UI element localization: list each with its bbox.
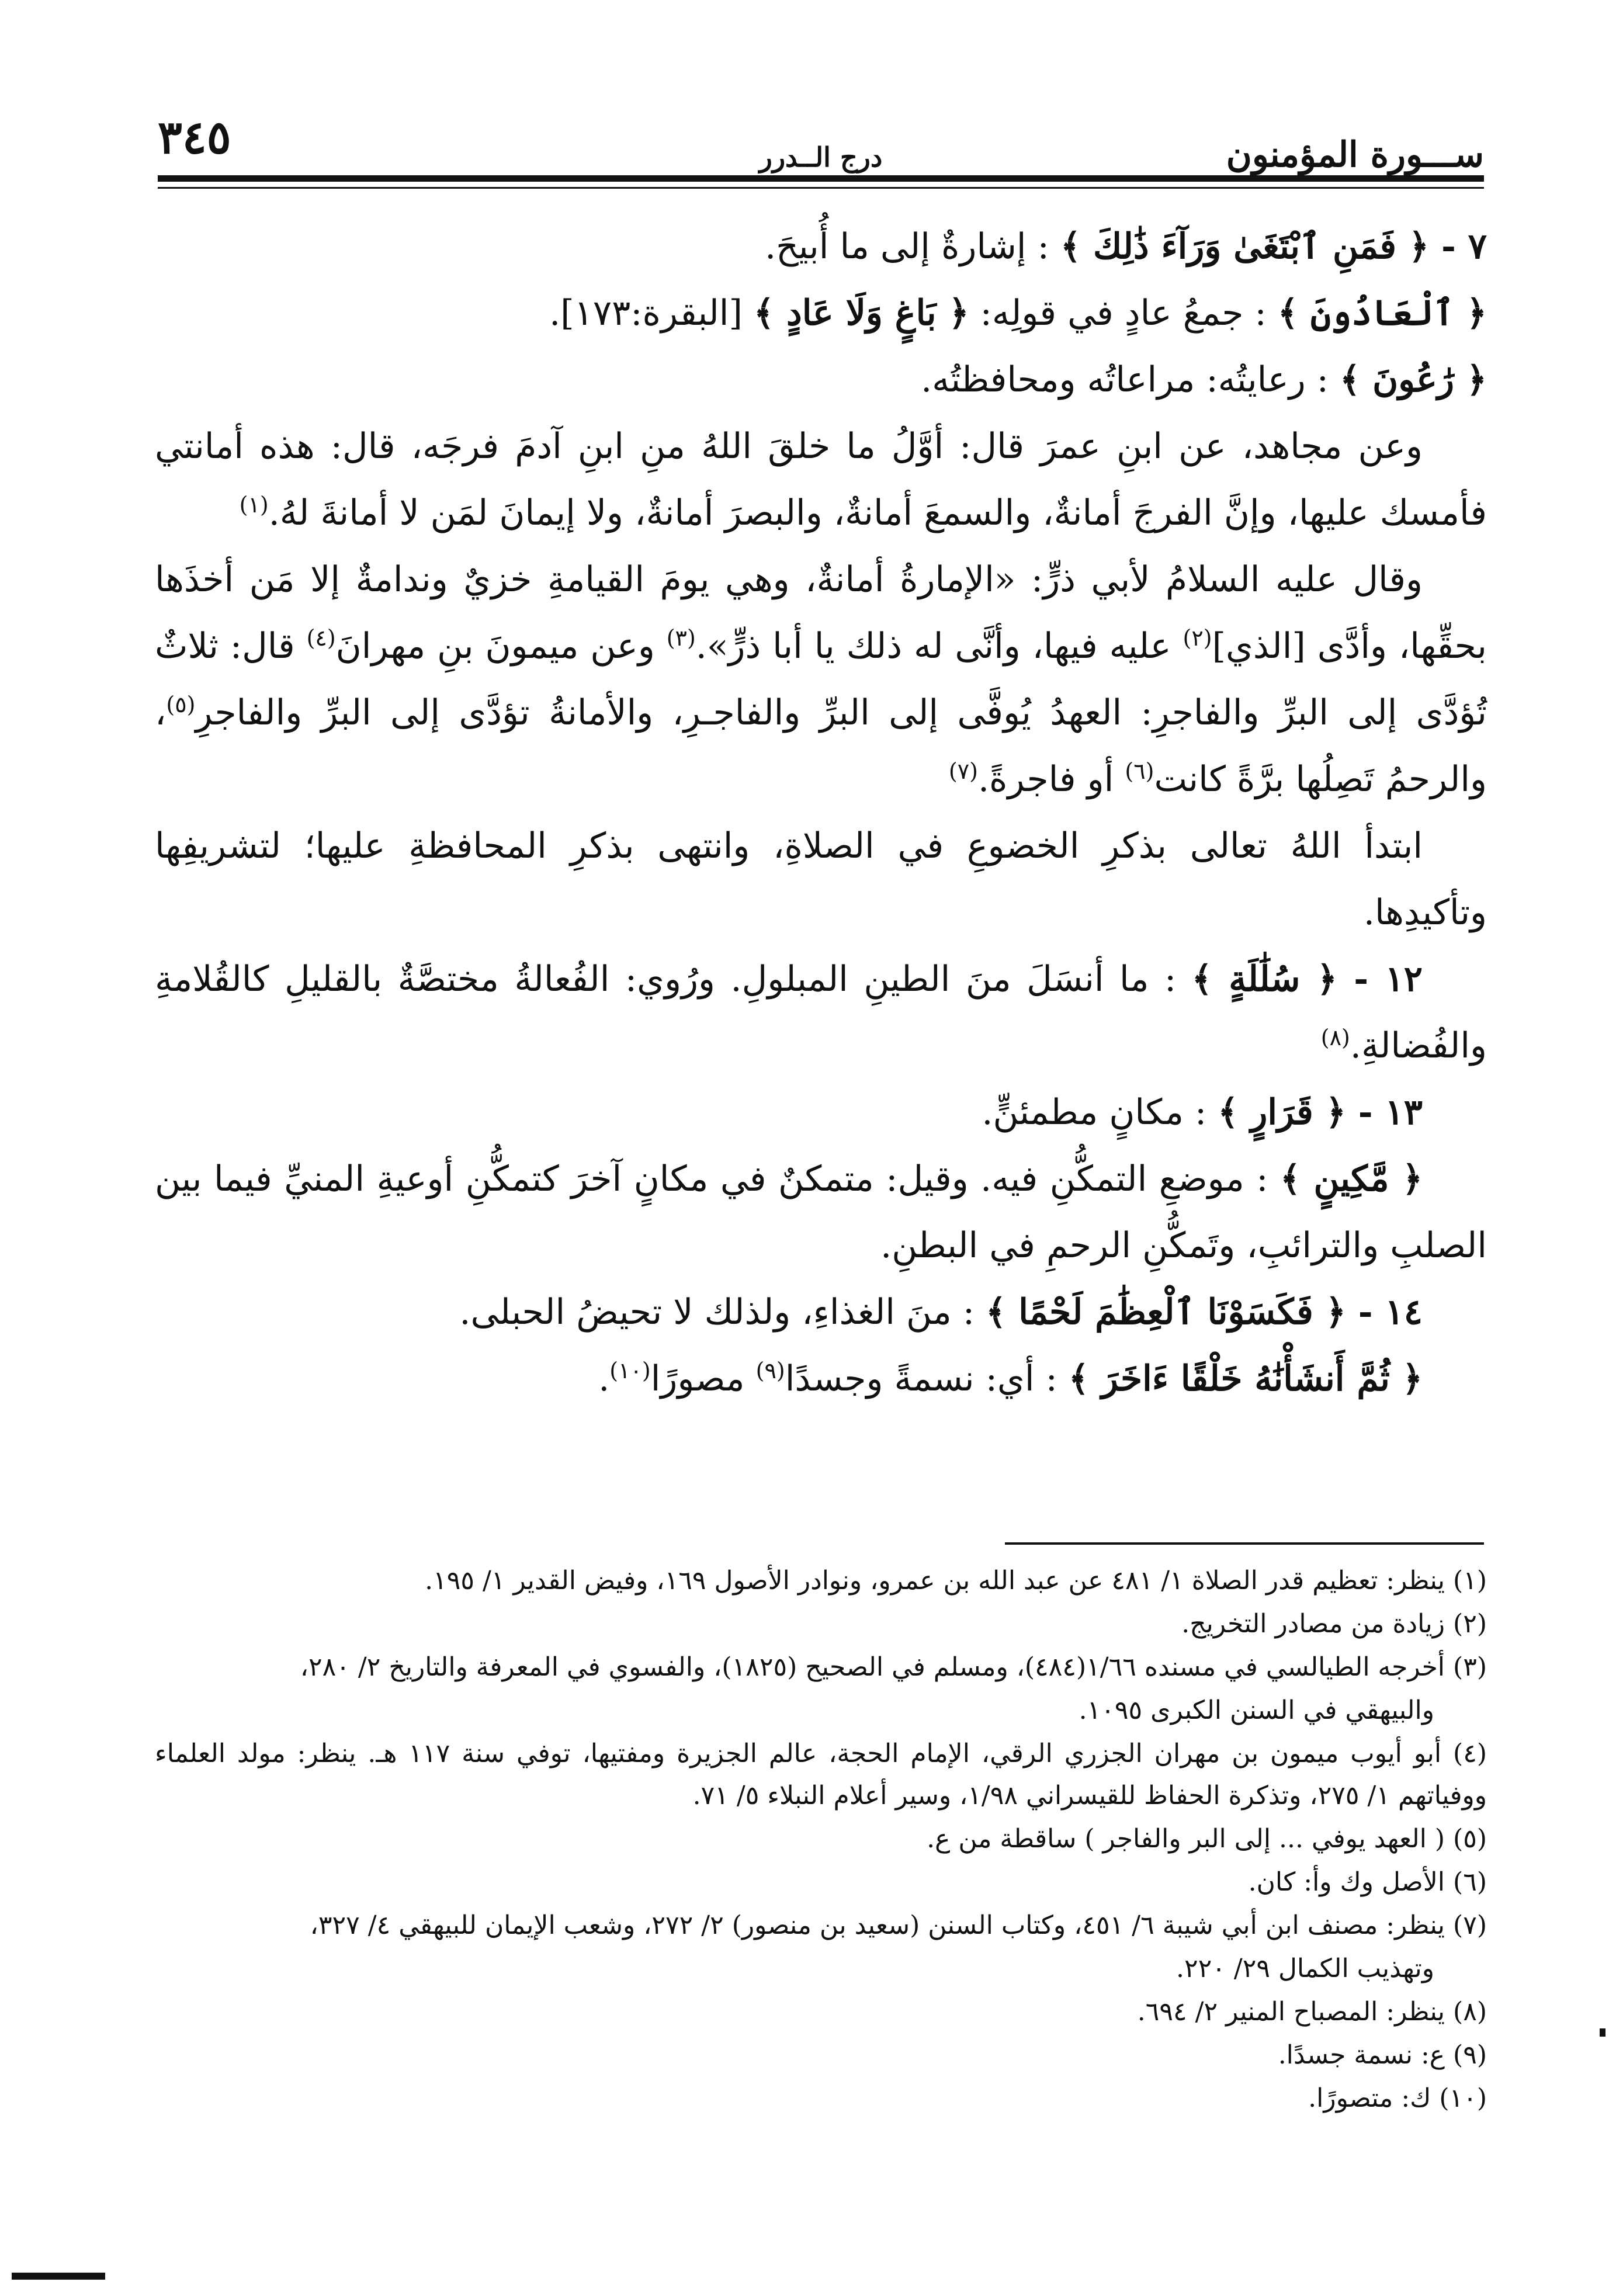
footnote: (٩) ع: نسمة جسدًا. xyxy=(1278,2040,1487,2070)
page-number: ٣٤٥ xyxy=(158,111,231,164)
paragraph xyxy=(155,1146,1487,1279)
paragraph xyxy=(155,413,1487,546)
footnote-marker: (٦) xyxy=(1125,758,1154,784)
commentary: : رعايتُه: مراعاتُه ومحافظتُه. xyxy=(921,359,1340,400)
paragraph xyxy=(155,946,1487,1079)
footnote-separator xyxy=(1005,1542,1484,1545)
commentary: : جمعُ عادٍ في قولِه: xyxy=(969,293,1278,334)
footnote: (٦) الأصل وك وأ: كان. xyxy=(1248,1867,1487,1897)
footnote: (٥) ( العهد يوفي ... إلى البر والفاجر ) ساقطة من ع. xyxy=(927,1824,1487,1854)
footnote-marker: (٧) xyxy=(948,758,978,784)
footnote: (٧) ينظر: مصنف ابن أبي شيبة ٦/ ٤٥١، وكتاب السنن (سعيد بن منصور) ٢/ ٢٧٢، وشعب الإيمان للبيهقي ٤/ ٣٢٧، xyxy=(310,1910,1487,1940)
commentary: . xyxy=(598,1358,610,1399)
footnote-marker: (٥) xyxy=(166,692,196,717)
footnote: (٨) ينظر: المصباح المنير ٢/ ٦٩٤. xyxy=(1137,1997,1487,2027)
commentary: عليه فيها، وأنَّى له ذلك يا أبا ذرٍّ». xyxy=(695,626,1183,667)
commentary: ابتدأ اللهُ تعالى بذكرِ الخضوعِ في الصلاةِ، وانتهى بذكرِ المحافظةِ عليها؛ لتشريفِها وتأكيدِها. xyxy=(155,826,1487,933)
commentary: : مكانٍ مطمئنٍّ. xyxy=(982,1092,1218,1133)
footnote-marker: (٣) xyxy=(666,625,696,651)
footnote-marker: (٩) xyxy=(755,1358,785,1383)
paragraph xyxy=(155,346,1487,413)
footnote: (١) ينظر: تعظيم قدر الصلاة ١/ ٤٨١ عن عبد الله بن عمرو، ونوادر الأصول ١٦٩، وفيض القدير ١/ ١٩٥. xyxy=(425,1566,1487,1596)
footnote: (٢) زيادة من مصادر التخريج. xyxy=(1181,1609,1487,1639)
commentary: وقال عليه السلامُ لأبي ذرٍّ: «الإمارةُ أمانةٌ، وهي يومَ القيامةِ خزيٌ وندامةٌ إلا مَن أخذَها بحقِّها، وأدَّى [الذي] xyxy=(155,559,1487,667)
commentary: أو فاجرةً. xyxy=(977,759,1125,800)
footnote-continuation: وتهذيب الكمال ٢٩/ ٢٢٠. xyxy=(1175,1954,1434,1983)
commentary: : موضعِ التمكُّنِ فيه. وقيل: متمكنٌ في مكانٍ آخرَ كتمكُّنِ أوعيةِ المنيِّ فيما بين الصلبِ والترائبِ، وتَمكُّنِ الرحمِ في البطنِ. xyxy=(155,1159,1487,1266)
paragraph xyxy=(155,1279,1487,1345)
quran-verse: ٧ - ﴿ فَمَنِ ٱبْتَغَىٰ وَرَآءَ ذَٰلِكَ ﴾ xyxy=(1060,226,1487,267)
header-rule-thin xyxy=(158,187,1484,189)
scan-edge-mark xyxy=(12,2273,105,2280)
commentary: وعن مجاهد، عن ابنِ عمرَ قال: أوَّلُ ما خلقَ اللهُ منِ ابنِ آدمَ فرجَه، قال: هذه أمانتي فأمسك عليها، وإنَّ الفرجَ أمانةٌ، والسمعَ أمانةٌ، والبصرَ أمانةٌ، ولا إيمانَ لمَن لا أمانةَ لهُ. xyxy=(155,426,1487,533)
commentary: : إشارةٌ إلى ما أُبيحَ. xyxy=(765,226,1060,267)
commentary: ، والرحمُ تَصِلُها برَّةً كانت xyxy=(155,692,1487,800)
commentary: مصورًا xyxy=(650,1358,756,1399)
footnote-marker: (٤) xyxy=(306,625,336,651)
quran-verse: ﴿ ثُمَّ أَنشَأْنَٰهُ خَلْقًا ءَاخَرَ ﴾ xyxy=(1068,1358,1423,1399)
book-title: درج الــدرر xyxy=(759,141,883,173)
footnote: (١٠) ك: متصورًا. xyxy=(1308,2083,1487,2113)
paragraph xyxy=(155,1079,1487,1146)
scan-mark xyxy=(1600,2028,1605,2037)
quran-verse: ﴿ مَّكِينٍ ﴾ xyxy=(1280,1159,1423,1199)
commentary: : أي: نسمةً وجسدًا xyxy=(785,1358,1069,1399)
quran-verse: ١٢ - ﴿ سُلَٰلَةٍ ﴾ xyxy=(1191,959,1423,1000)
commentary: : ما أنسَلَ منَ الطينِ المبلولِ. ورُوي: الفُعالةُ مختصَّةٌ بالقليلِ كالقُلامةِ والفُضالةِ. xyxy=(155,959,1487,1066)
paragraph xyxy=(155,546,1487,813)
footnote-marker: (١٠) xyxy=(609,1358,651,1383)
paragraph xyxy=(155,213,1487,280)
footnotes xyxy=(155,1560,1487,2121)
paragraph xyxy=(155,280,1487,346)
paragraph xyxy=(155,813,1487,946)
commentary: قال: ثلاثٌ تُؤدَّى إلى البرِّ والفاجرِ: العهدُ يُوفَّى إلى البرِّ والفاجـرِ، والأمانةُ تؤدَّى إلى البرِّ والفاجرِ xyxy=(155,626,1487,733)
footnote: (٤) أبو أيوب ميمون بن مهران الجزري الرقي، الإمام الحجة، عالم الجزيرة ومفتيها، توفي سنة ١١٧ هـ. ينظر: مولد العلماء ووفياتهم ١/ ٢٧٥، وتذكرة الحفاظ للقيسراني ١/٩٨، وسير أعلام النبلاء ٥/ ٧١. xyxy=(155,1739,1487,1811)
footnote-marker: (١) xyxy=(239,492,269,518)
header-rule xyxy=(158,175,1484,182)
commentary: وعن ميمونَ بنِ مهرانَ xyxy=(335,626,667,667)
commentary: : منَ الغذاءِ، ولذلك لا تحيضُ الحبلى. xyxy=(459,1292,986,1333)
surah-title: ســـورة المؤمنون xyxy=(1226,134,1484,175)
paragraph xyxy=(155,1345,1487,1412)
quran-verse: ١٣ - ﴿ قَرَارٍ ﴾ xyxy=(1218,1092,1423,1133)
quran-verse: ﴿ رَٰعُونَ ﴾ xyxy=(1340,359,1487,400)
footnote-marker: (٢) xyxy=(1183,625,1212,651)
footnote-marker: (٨) xyxy=(1320,1025,1350,1050)
quran-verse: ١٤ - ﴿ فَكَسَوْنَا ٱلْعِظَٰمَ لَحْمًا ﴾ xyxy=(986,1292,1423,1333)
footnote-continuation: والبيهقي في السنن الكبرى ١٠٩٥. xyxy=(1079,1695,1434,1725)
footnote: (٣) أخرجه الطيالسي في مسنده ١/٦٦(٤٨٤)، ومسلم في الصحيح (١٨٢٥)، والفسوي في المعرفة والتاريخ ٢/ ٢٨٠، xyxy=(300,1652,1487,1682)
quran-verse: ﴿ ٱلْعَادُونَ ﴾ xyxy=(1277,293,1487,334)
main-text xyxy=(155,213,1487,1412)
quran-verse: ﴿ بَاغٍ وَلَا عَادٍ ﴾ xyxy=(753,293,969,334)
page-header xyxy=(158,111,1484,175)
commentary: [البقرة:١٧٣]. xyxy=(549,293,754,334)
